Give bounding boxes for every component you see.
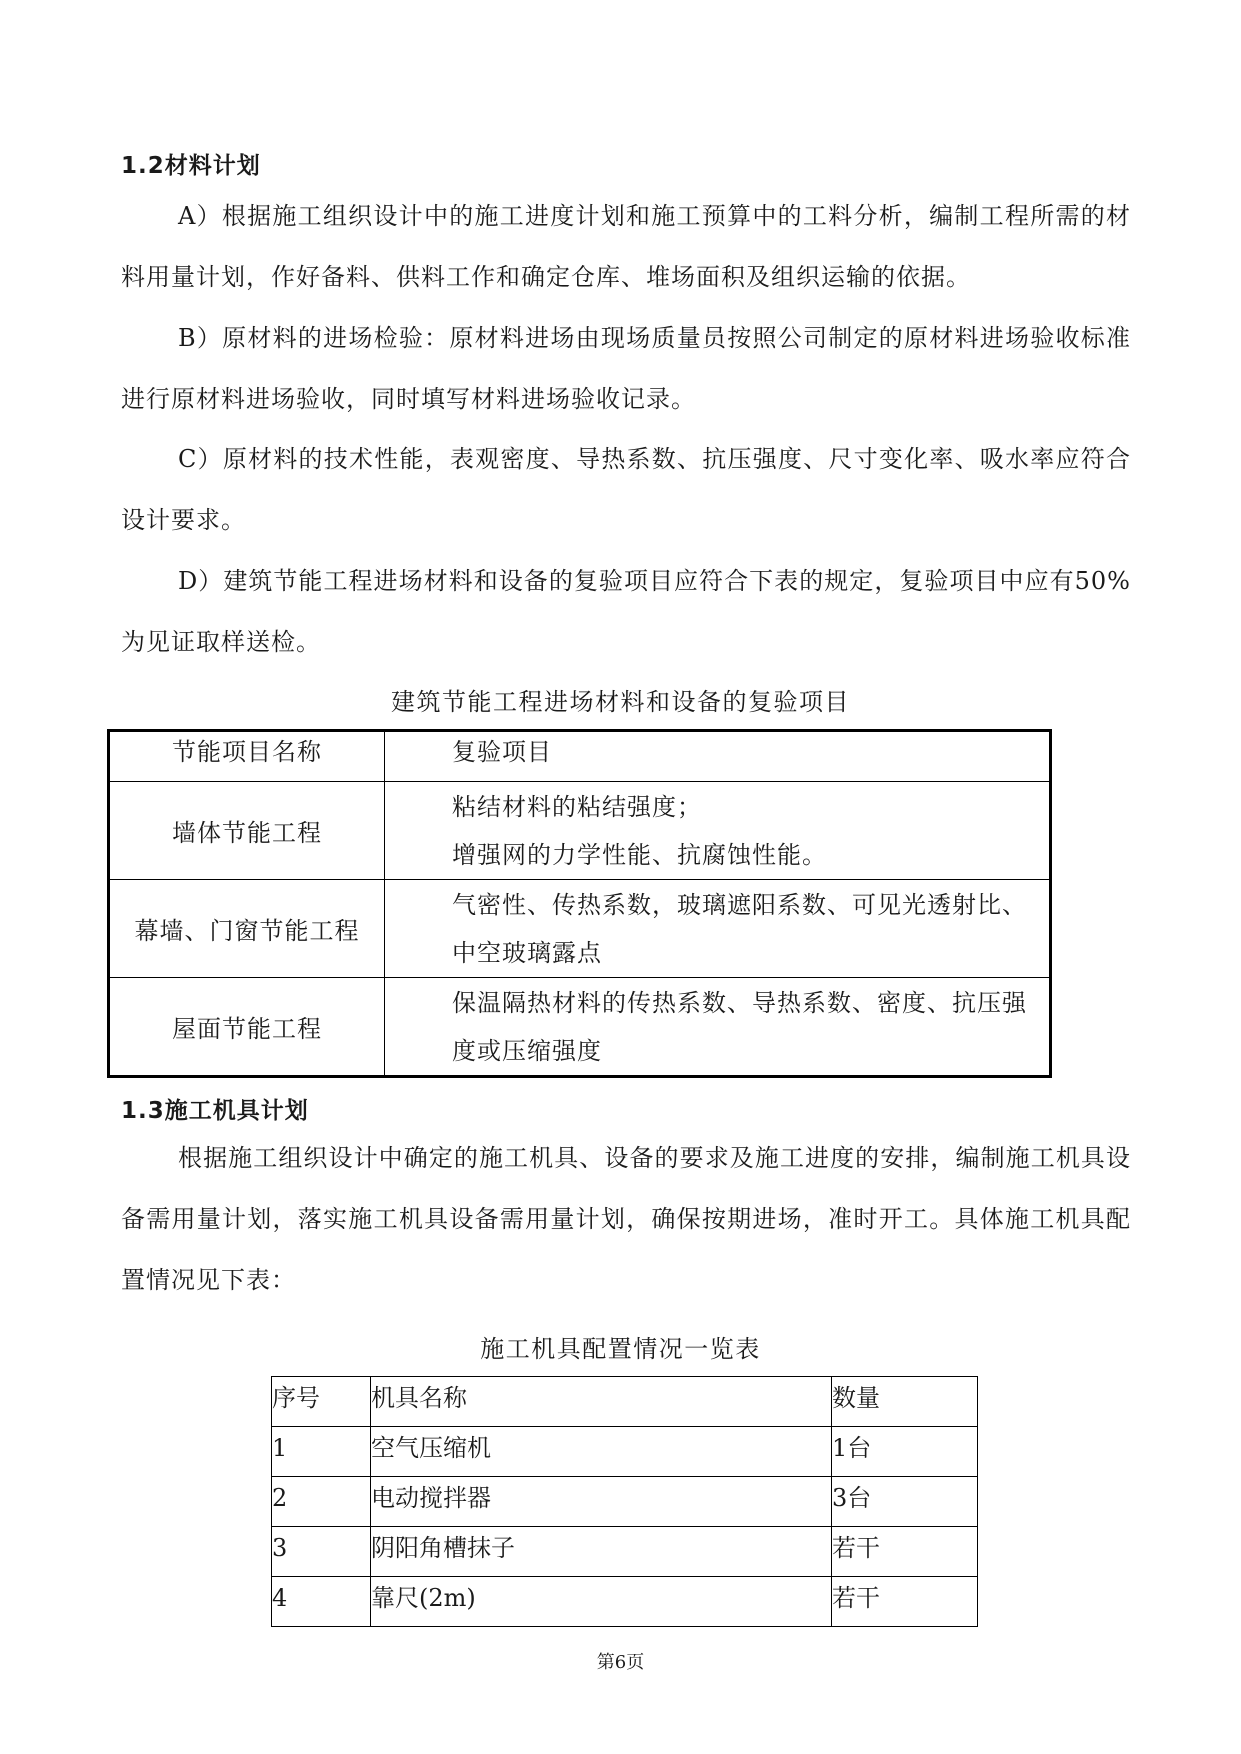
- index-cell: 3: [272, 1527, 371, 1577]
- retest-item-line: 度或压缩强度: [452, 1036, 602, 1065]
- retest-item-line: 保温隔热材料的传热系数、导热系数、密度、抗压强: [452, 988, 1027, 1017]
- project-name-cell: 墙体节能工程: [109, 782, 385, 880]
- paragraph-a: A）根据施工组织设计中的施工进度计划和施工预算中的工料分析，编制工程所需的材料用量计划，作好备料、供料工作和确定仓库、堆场面积及组织运输的依据。: [121, 202, 1131, 291]
- machine-name-cell: 空气压缩机: [371, 1427, 832, 1477]
- index-cell: 1: [272, 1427, 371, 1477]
- header-cell: 数量: [832, 1377, 978, 1427]
- header-cell: 序号: [272, 1377, 371, 1427]
- retest-items-cell: [385, 782, 1051, 880]
- retest-item-line: 中空玻璃露点: [452, 938, 602, 967]
- table-header-row: [109, 731, 1051, 782]
- machinery-table: [271, 1376, 978, 1627]
- paragraph-d: D）建筑节能工程进场材料和设备的复验项目应符合下表的规定，复验项目中应有50%为见证取样送检。: [121, 567, 1131, 656]
- project-name-cell: 屋面节能工程: [109, 978, 385, 1077]
- quantity-cell: 1台: [832, 1427, 978, 1477]
- paragraph-c: C）原材料的技术性能，表观密度、导热系数、抗压强度、尺寸变化率、吸水率应符合设计要求。: [121, 445, 1131, 534]
- quantity-cell: 3台: [832, 1477, 978, 1527]
- table2-caption: 施工机具配置情况一览表: [480, 1335, 761, 1363]
- table-row: [272, 1477, 978, 1527]
- paragraph-machinery: 根据施工组织设计中确定的施工机具、设备的要求及施工进度的安排，编制施工机具设备需用量计划，落实施工机具设备需用量计划，确保按期进场，准时开工。具体施工机具配置情况见下表：: [121, 1144, 1131, 1294]
- retest-item-line: 气密性、传热系数，玻璃遮阳系数、可见光透射比、: [452, 890, 1027, 919]
- table-row: [272, 1527, 978, 1577]
- paragraph-b: B）原材料的进场检验：原材料进场由现场质量员按照公司制定的原材料进场验收标准进行原材料进场验收，同时填写材料进场验收记录。: [121, 324, 1131, 413]
- retest-items-cell: [385, 880, 1051, 978]
- header-cell: 机具名称: [371, 1377, 832, 1427]
- table-row: [109, 880, 1051, 978]
- page-number: 第6页: [596, 1652, 645, 1673]
- table-row: [272, 1427, 978, 1477]
- table-row: [109, 782, 1051, 880]
- quantity-cell: 若干: [832, 1577, 978, 1627]
- section-heading-1-3: 1.3施工机具计划: [121, 1098, 309, 1124]
- retest-item-line: 增强网的力学性能、抗腐蚀性能。: [452, 840, 827, 869]
- header-cell: 节能项目名称: [109, 731, 385, 782]
- retest-items-table: [107, 729, 1052, 1078]
- retest-item-line: 粘结材料的粘结强度；: [452, 792, 702, 821]
- machine-name-cell: 靠尺(2m): [371, 1577, 832, 1627]
- table-row: [109, 978, 1051, 1077]
- table1-caption: 建筑节能工程进场材料和设备的复验项目: [391, 688, 850, 716]
- index-cell: 2: [272, 1477, 371, 1527]
- machine-name-cell: 阴阳角槽抹子: [371, 1527, 832, 1577]
- retest-items-cell: [385, 978, 1051, 1077]
- section-heading-1-2: 1.2材料计划: [121, 153, 261, 179]
- machine-name-cell: 电动搅拌器: [371, 1477, 832, 1527]
- table-header-row: [272, 1377, 978, 1427]
- table-row: [272, 1577, 978, 1627]
- header-cell: 复验项目: [385, 731, 1051, 782]
- index-cell: 4: [272, 1577, 371, 1627]
- quantity-cell: 若干: [832, 1527, 978, 1577]
- project-name-cell: 幕墙、门窗节能工程: [109, 880, 385, 978]
